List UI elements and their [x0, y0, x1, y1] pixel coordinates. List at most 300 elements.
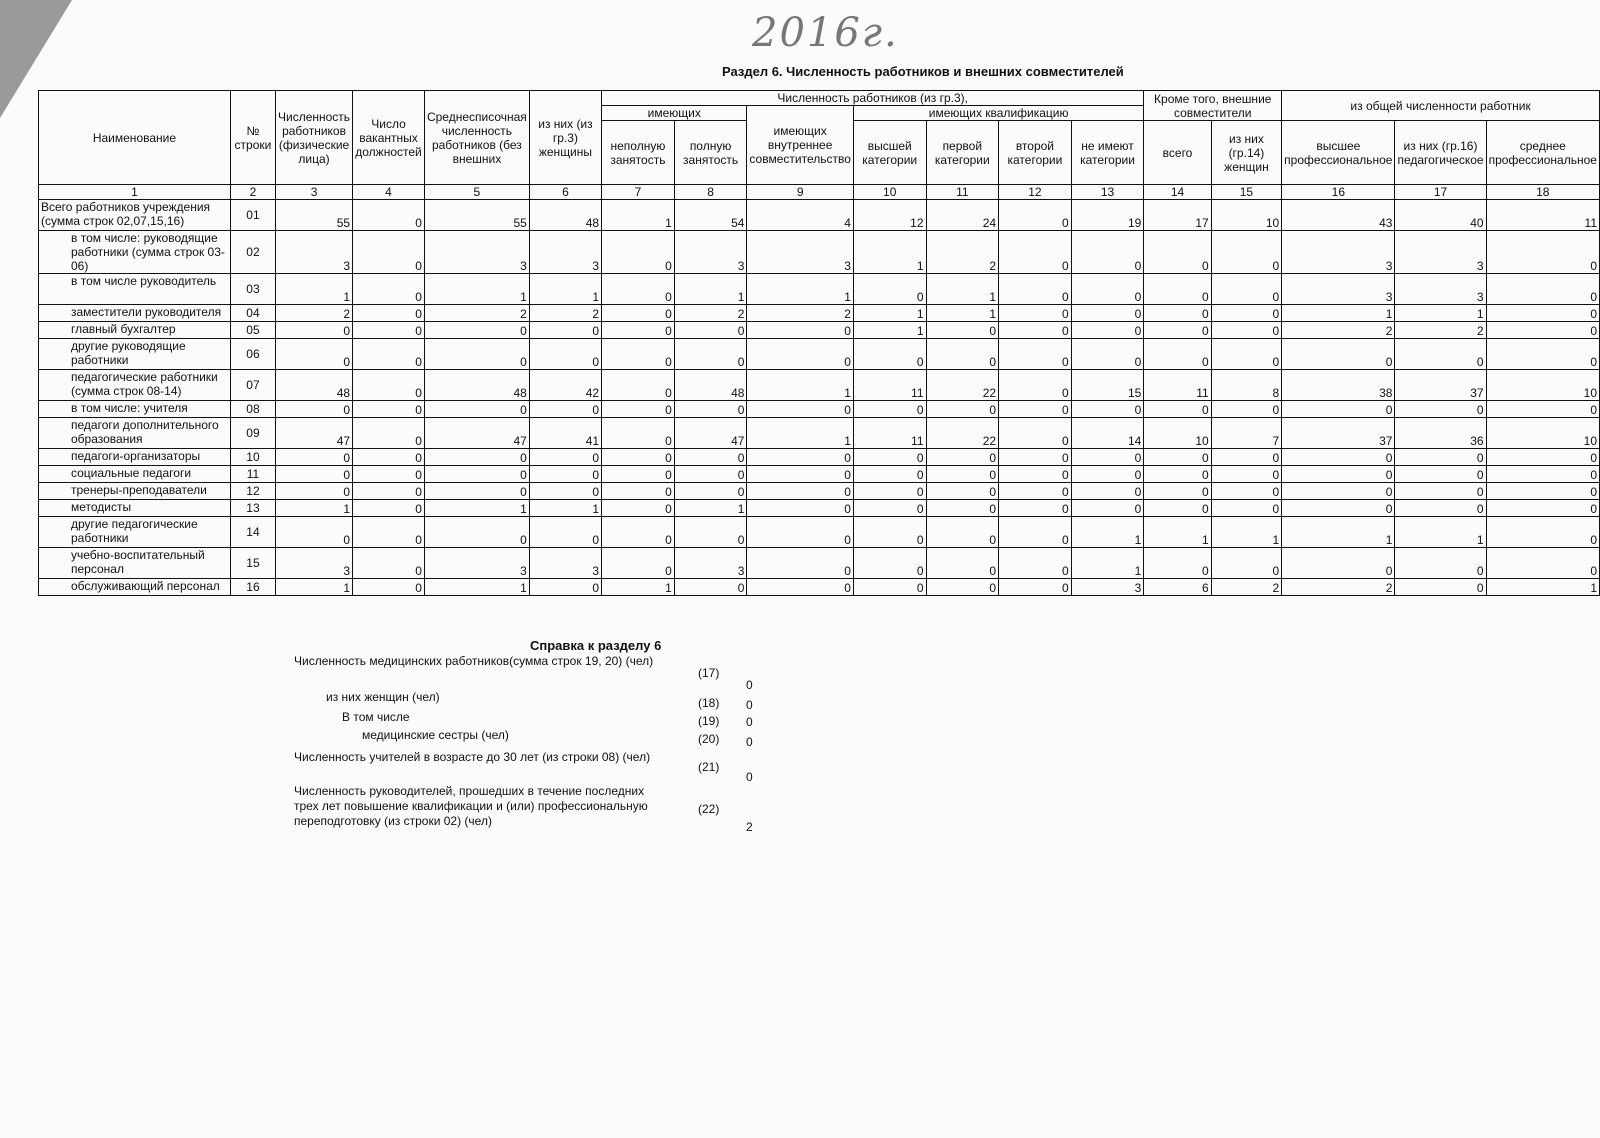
cell-value: 0	[747, 548, 853, 579]
row-code: 15	[230, 548, 275, 579]
cell-value: 0	[424, 401, 529, 418]
row-code: 09	[230, 418, 275, 449]
row-code: 12	[230, 483, 275, 500]
cell-value: 0	[1211, 339, 1281, 370]
cell-value: 0	[853, 274, 926, 305]
cell-value: 8	[1211, 370, 1281, 401]
cell-value: 0	[1211, 548, 1281, 579]
cell-value: 0	[1071, 483, 1144, 500]
table-row	[39, 517, 1600, 548]
cell-value: 0	[999, 274, 1072, 305]
cell-value: 0	[353, 370, 425, 401]
cell-value: 11	[853, 418, 926, 449]
cell-value: 1	[1071, 548, 1144, 579]
table-row	[39, 200, 1600, 231]
ref-value-20: 0	[746, 735, 753, 749]
cell-value: 3	[747, 231, 853, 274]
cell-value: 0	[529, 322, 601, 339]
cell-value: 0	[926, 339, 999, 370]
ref-value-22: 2	[746, 820, 753, 834]
row-code: 13	[230, 500, 275, 517]
cell-value: 0	[1395, 548, 1486, 579]
cell-value: 0	[1144, 339, 1211, 370]
header-group-having: имеющих	[602, 106, 747, 121]
cell-value: 2	[529, 305, 601, 322]
cell-value: 1	[1211, 517, 1281, 548]
row-code: 11	[230, 466, 275, 483]
cell-value: 0	[1144, 483, 1211, 500]
cell-value: 0	[529, 466, 601, 483]
cell-value: 2	[674, 305, 747, 322]
cell-value: 1	[747, 418, 853, 449]
table-row	[39, 418, 1600, 449]
table-row	[39, 305, 1600, 322]
cell-value: 0	[602, 401, 675, 418]
cell-value: 0	[1071, 305, 1144, 322]
cell-value: 0	[529, 449, 601, 466]
header-c10: высшей категории	[853, 121, 926, 185]
cell-value: 54	[674, 200, 747, 231]
cell-value: 3	[1282, 274, 1395, 305]
column-number: 9	[747, 185, 853, 200]
cell-value: 0	[1282, 401, 1395, 418]
cell-value: 0	[353, 517, 425, 548]
cell-value: 10	[1486, 418, 1599, 449]
cell-value: 0	[529, 579, 601, 596]
cell-value: 1	[853, 322, 926, 339]
row-code: 05	[230, 322, 275, 339]
row-code: 06	[230, 339, 275, 370]
cell-value: 0	[1211, 500, 1281, 517]
cell-value: 0	[1211, 483, 1281, 500]
row-code: 01	[230, 200, 275, 231]
column-number: 10	[853, 185, 926, 200]
cell-value: 0	[602, 339, 675, 370]
row-code: 07	[230, 370, 275, 401]
cell-value: 0	[276, 322, 353, 339]
header-c8: полную занятость	[674, 121, 747, 185]
cell-value: 0	[747, 579, 853, 596]
table-row	[39, 274, 1600, 305]
table-row	[39, 339, 1600, 370]
ref-code-19: (19)	[698, 714, 720, 728]
row-name: педагогические работники (сумма строк 08-14)	[39, 370, 231, 401]
row-name: Всего работников учреждения (сумма строк 02,07,15,16)	[39, 200, 231, 231]
cell-value: 1	[424, 274, 529, 305]
cell-value: 3	[1395, 231, 1486, 274]
cell-value: 3	[1395, 274, 1486, 305]
cell-value: 0	[1144, 231, 1211, 274]
cell-value: 0	[276, 449, 353, 466]
cell-value: 0	[1071, 339, 1144, 370]
header-c16: высшее профессиональное	[1282, 121, 1395, 185]
column-number: 6	[529, 185, 601, 200]
cell-value: 0	[602, 483, 675, 500]
cell-value: 22	[926, 370, 999, 401]
cell-value: 0	[674, 401, 747, 418]
cell-value: 1	[602, 200, 675, 231]
cell-value: 1	[747, 370, 853, 401]
header-c9: имеющих внутреннее совместительство	[747, 106, 853, 185]
cell-value: 38	[1282, 370, 1395, 401]
cell-value: 48	[529, 200, 601, 231]
cell-value: 11	[1486, 200, 1599, 231]
cell-value: 0	[747, 401, 853, 418]
cell-value: 0	[602, 449, 675, 466]
cell-value: 7	[1211, 418, 1281, 449]
cell-value: 0	[353, 305, 425, 322]
row-code: 16	[230, 579, 275, 596]
cell-value: 0	[1486, 274, 1599, 305]
cell-value: 0	[674, 466, 747, 483]
cell-value: 0	[1144, 274, 1211, 305]
cell-value: 0	[926, 548, 999, 579]
cell-value: 2	[747, 305, 853, 322]
row-name: в том числе: руководящие работники (сумма строк 03-06)	[39, 231, 231, 274]
row-name: тренеры-преподаватели	[39, 483, 231, 500]
cell-value: 0	[853, 548, 926, 579]
cell-value: 4	[747, 200, 853, 231]
cell-value: 0	[1071, 401, 1144, 418]
cell-value: 0	[424, 449, 529, 466]
cell-value: 0	[1395, 466, 1486, 483]
column-number: 13	[1071, 185, 1144, 200]
cell-value: 0	[424, 339, 529, 370]
cell-value: 0	[853, 449, 926, 466]
cell-value: 2	[1282, 322, 1395, 339]
cell-value: 0	[602, 305, 675, 322]
table-row	[39, 401, 1600, 418]
cell-value: 0	[1282, 449, 1395, 466]
cell-value: 0	[424, 466, 529, 483]
cell-value: 0	[1211, 274, 1281, 305]
ref-code-20: (20)	[698, 732, 720, 746]
cell-value: 3	[276, 231, 353, 274]
cell-value: 0	[926, 449, 999, 466]
cell-value: 0	[602, 548, 675, 579]
cell-value: 19	[1071, 200, 1144, 231]
cell-value: 48	[674, 370, 747, 401]
row-name: методисты	[39, 500, 231, 517]
cell-value: 37	[1282, 418, 1395, 449]
cell-value: 22	[926, 418, 999, 449]
cell-value: 0	[1144, 500, 1211, 517]
cell-value: 0	[1395, 579, 1486, 596]
column-number: 8	[674, 185, 747, 200]
cell-value: 0	[999, 305, 1072, 322]
cell-value: 3	[674, 231, 747, 274]
cell-value: 0	[602, 370, 675, 401]
cell-value: 0	[353, 548, 425, 579]
cell-value: 0	[999, 231, 1072, 274]
column-number: 5	[424, 185, 529, 200]
cell-value: 48	[276, 370, 353, 401]
table-row	[39, 449, 1600, 466]
header-group-qual: имеющих квалификацию	[853, 106, 1143, 121]
cell-value: 3	[424, 548, 529, 579]
cell-value: 0	[1071, 449, 1144, 466]
cell-value: 0	[1486, 483, 1599, 500]
cell-value: 0	[853, 579, 926, 596]
cell-value: 0	[999, 370, 1072, 401]
header-c11: первой категории	[926, 121, 999, 185]
cell-value: 0	[999, 401, 1072, 418]
row-code: 04	[230, 305, 275, 322]
cell-value: 0	[1486, 322, 1599, 339]
cell-value: 0	[1486, 500, 1599, 517]
header-c15: из них (гр.14) женщин	[1211, 121, 1281, 185]
cell-value: 0	[529, 339, 601, 370]
column-number: 17	[1395, 185, 1486, 200]
cell-value: 10	[1144, 418, 1211, 449]
ref-label-20: медицинские сестры (чел)	[362, 728, 509, 742]
cell-value: 0	[926, 517, 999, 548]
cell-value: 1	[1282, 305, 1395, 322]
cell-value: 0	[276, 466, 353, 483]
cell-value: 0	[276, 339, 353, 370]
cell-value: 47	[674, 418, 747, 449]
cell-value: 15	[1071, 370, 1144, 401]
cell-value: 0	[602, 418, 675, 449]
cell-value: 0	[1282, 500, 1395, 517]
cell-value: 0	[926, 483, 999, 500]
cell-value: 0	[353, 322, 425, 339]
column-number: 3	[276, 185, 353, 200]
cell-value: 0	[1144, 305, 1211, 322]
table-row	[39, 500, 1600, 517]
cell-value: 0	[1144, 449, 1211, 466]
cell-value: 0	[602, 466, 675, 483]
cell-value: 10	[1211, 200, 1281, 231]
cell-value: 0	[926, 322, 999, 339]
header-c17: из них (гр.16) педагогическое	[1395, 121, 1486, 185]
cell-value: 0	[747, 449, 853, 466]
cell-value: 0	[353, 418, 425, 449]
column-number: 7	[602, 185, 675, 200]
cell-value: 1	[1395, 517, 1486, 548]
cell-value: 47	[424, 418, 529, 449]
cell-value: 1	[853, 231, 926, 274]
cell-value: 0	[926, 466, 999, 483]
cell-value: 0	[1144, 466, 1211, 483]
cell-value: 0	[999, 483, 1072, 500]
cell-value: 0	[674, 579, 747, 596]
table-row	[39, 231, 1600, 274]
cell-value: 0	[999, 500, 1072, 517]
cell-value: 6	[1144, 579, 1211, 596]
cell-value: 0	[1071, 500, 1144, 517]
cell-value: 17	[1144, 200, 1211, 231]
column-number: 1	[39, 185, 231, 200]
cell-value: 3	[1071, 579, 1144, 596]
cell-value: 0	[424, 517, 529, 548]
ref-code-18: (18)	[698, 696, 720, 710]
cell-value: 1	[926, 274, 999, 305]
cell-value: 48	[424, 370, 529, 401]
cell-value: 1	[926, 305, 999, 322]
cell-value: 55	[424, 200, 529, 231]
cell-value: 47	[276, 418, 353, 449]
cell-value: 0	[1395, 449, 1486, 466]
cell-value: 24	[926, 200, 999, 231]
cell-value: 0	[1071, 322, 1144, 339]
row-name: учебно-воспитательный персонал	[39, 548, 231, 579]
cell-value: 2	[276, 305, 353, 322]
cell-value: 1	[529, 274, 601, 305]
ref-label-19: В том числе	[342, 710, 410, 724]
cell-value: 11	[853, 370, 926, 401]
cell-value: 0	[353, 200, 425, 231]
cell-value: 0	[1211, 449, 1281, 466]
row-name: педагоги-организаторы	[39, 449, 231, 466]
cell-value: 0	[853, 401, 926, 418]
cell-value: 0	[1486, 305, 1599, 322]
cell-value: 1	[424, 500, 529, 517]
section-title: Раздел 6. Численность работников и внешних совместителей	[722, 64, 1124, 79]
cell-value: 3	[529, 231, 601, 274]
cell-value: 0	[1395, 401, 1486, 418]
cell-value: 0	[529, 401, 601, 418]
cell-value: 1	[674, 500, 747, 517]
cell-value: 2	[1282, 579, 1395, 596]
cell-value: 1	[602, 579, 675, 596]
cell-value: 0	[747, 517, 853, 548]
column-number: 14	[1144, 185, 1211, 200]
cell-value: 0	[674, 517, 747, 548]
row-code: 14	[230, 517, 275, 548]
cell-value: 0	[353, 449, 425, 466]
cell-value: 0	[1144, 322, 1211, 339]
cell-value: 43	[1282, 200, 1395, 231]
cell-value: 0	[747, 322, 853, 339]
row-name: обслуживающий персонал	[39, 579, 231, 596]
cell-value: 0	[1486, 466, 1599, 483]
cell-value: 1	[1486, 579, 1599, 596]
cell-value: 0	[999, 418, 1072, 449]
column-number: 18	[1486, 185, 1599, 200]
cell-value: 1	[276, 579, 353, 596]
header-c3: Численность работников (физические лица)	[276, 91, 353, 185]
cell-value: 0	[1282, 339, 1395, 370]
cell-value: 0	[674, 322, 747, 339]
cell-value: 0	[1211, 305, 1281, 322]
row-name: педагоги дополнительного образования	[39, 418, 231, 449]
cell-value: 0	[353, 401, 425, 418]
cell-value: 1	[1395, 305, 1486, 322]
cell-value: 0	[1395, 500, 1486, 517]
cell-value: 0	[1071, 466, 1144, 483]
cell-value: 0	[424, 322, 529, 339]
cell-value: 0	[1486, 401, 1599, 418]
cell-value: 1	[1282, 517, 1395, 548]
cell-value: 0	[999, 548, 1072, 579]
header-name: Наименование	[39, 91, 231, 185]
ref-value-21: 0	[746, 770, 753, 784]
cell-value: 1	[747, 274, 853, 305]
cell-value: 0	[424, 483, 529, 500]
cell-value: 0	[853, 339, 926, 370]
ref-code-22: (22)	[698, 802, 720, 816]
cell-value: 0	[276, 401, 353, 418]
cell-value: 0	[353, 579, 425, 596]
cell-value: 3	[424, 231, 529, 274]
ref-value-17: 0	[746, 678, 753, 692]
cell-value: 0	[276, 483, 353, 500]
row-name: другие педагогические работники	[39, 517, 231, 548]
cell-value: 3	[276, 548, 353, 579]
cell-value: 0	[999, 322, 1072, 339]
cell-value: 0	[1282, 483, 1395, 500]
column-number: 16	[1282, 185, 1395, 200]
cell-value: 1	[1144, 517, 1211, 548]
cell-value: 37	[1395, 370, 1486, 401]
cell-value: 0	[1211, 231, 1281, 274]
cell-value: 10	[1486, 370, 1599, 401]
cell-value: 41	[529, 418, 601, 449]
cell-value: 11	[1144, 370, 1211, 401]
row-name: другие руководящие работники	[39, 339, 231, 370]
cell-value: 2	[424, 305, 529, 322]
cell-value: 2	[1211, 579, 1281, 596]
cell-value: 0	[747, 483, 853, 500]
header-c4: Число вакантных должностей	[353, 91, 425, 185]
row-name: социальные педагоги	[39, 466, 231, 483]
staff-table	[38, 90, 1600, 596]
header-c13: не имеют категории	[1071, 121, 1144, 185]
cell-value: 2	[1395, 322, 1486, 339]
cell-value: 0	[853, 466, 926, 483]
row-name: заместители руководителя	[39, 305, 231, 322]
header-c14: всего	[1144, 121, 1211, 185]
cell-value: 0	[602, 500, 675, 517]
cell-value: 0	[353, 483, 425, 500]
cell-value: 1	[276, 500, 353, 517]
table-row	[39, 370, 1600, 401]
cell-value: 0	[999, 579, 1072, 596]
cell-value: 0	[674, 339, 747, 370]
cell-value: 0	[1211, 401, 1281, 418]
ref-value-18: 0	[746, 698, 753, 712]
cell-value: 0	[1211, 466, 1281, 483]
cell-value: 0	[999, 466, 1072, 483]
cell-value: 0	[1144, 401, 1211, 418]
cell-value: 55	[276, 200, 353, 231]
cell-value: 14	[1071, 418, 1144, 449]
row-name: главный бухгалтер	[39, 322, 231, 339]
cell-value: 0	[602, 322, 675, 339]
header-group-ext: Кроме того, внешние совместители	[1144, 91, 1282, 121]
cell-value: 0	[1486, 339, 1599, 370]
header-c5: Среднесписочная численность работников (без внешних	[424, 91, 529, 185]
ref-code-17: (17)	[698, 666, 720, 680]
table-row	[39, 322, 1600, 339]
cell-value: 0	[747, 466, 853, 483]
cell-value: 0	[602, 274, 675, 305]
ref-label-22: Численность руководителей, прошедших в течение последних трех лет повышение квалификации и (или) профессиональную переподготовку (из строки 02) (чел)	[294, 784, 648, 828]
cell-value: 3	[674, 548, 747, 579]
cell-value: 1	[674, 274, 747, 305]
cell-value: 0	[602, 517, 675, 548]
cell-value: 0	[353, 339, 425, 370]
column-number: 15	[1211, 185, 1281, 200]
cell-value: 0	[1486, 231, 1599, 274]
cell-value: 0	[1144, 548, 1211, 579]
row-code: 02	[230, 231, 275, 274]
handwritten-year: 2016г.	[752, 10, 899, 56]
cell-value: 1	[529, 500, 601, 517]
cell-value: 40	[1395, 200, 1486, 231]
cell-value: 0	[853, 517, 926, 548]
